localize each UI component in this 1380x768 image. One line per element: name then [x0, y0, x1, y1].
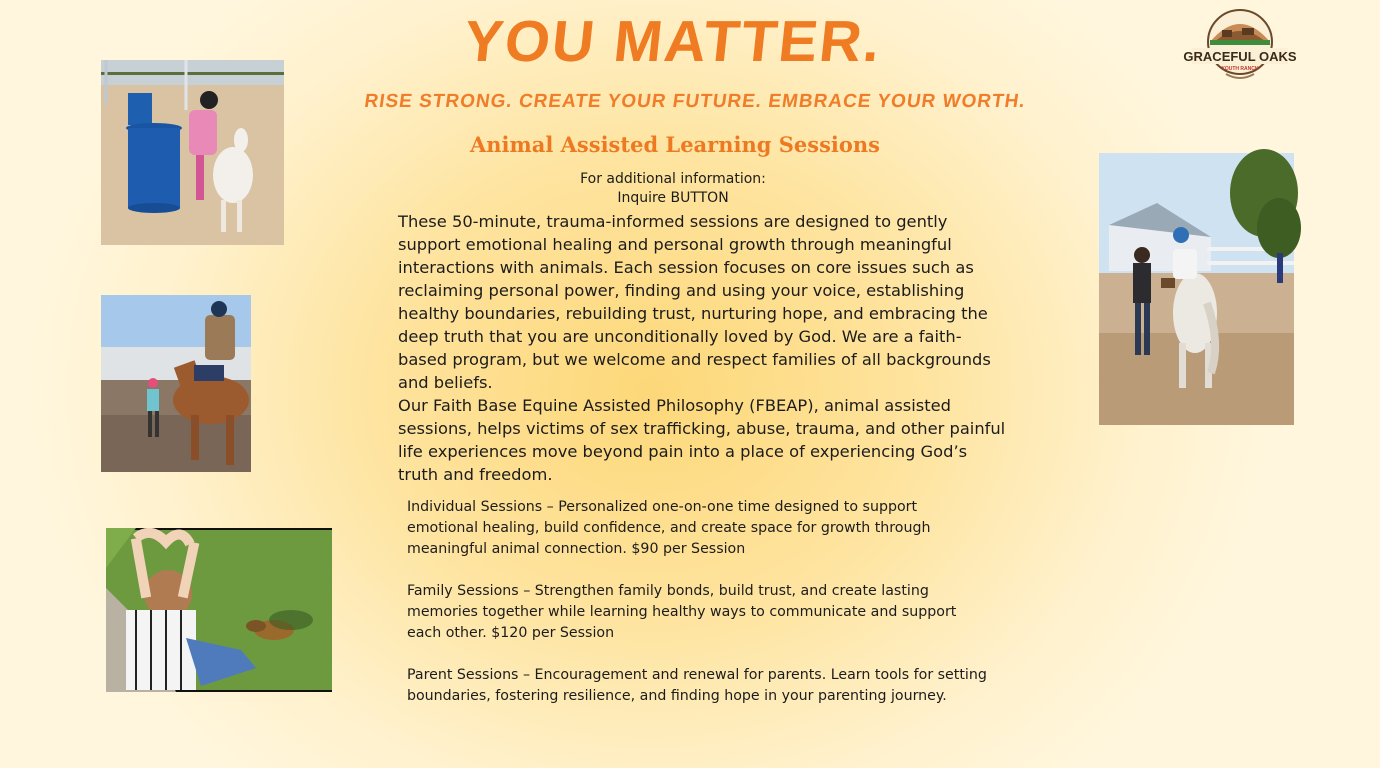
inquire-button[interactable]: Inquire BUTTON — [600, 190, 746, 206]
info-label: For additional information: — [580, 171, 766, 187]
photo-rider-brown-horse — [101, 295, 251, 472]
photo-boy-on-grass — [106, 528, 332, 692]
page-title: YOU MATTER. — [460, 9, 886, 74]
family-sessions-text: Family Sessions – Strengthen family bonds, build trust, and create lasting memories together while learning healthy ways to communicate and support each other. $120 per Session — [407, 583, 957, 641]
graceful-oaks-logo[interactable] — [1183, 6, 1297, 84]
section-title: Animal Assisted Learning Sessions — [469, 132, 880, 157]
intro-paragraph: These 50-minute, trauma-informed sessions are designed to gently support emotional healing and personal growth through meaningful interactions with animals. Each session focuses on core issues such as reclaiming personal power, finding and using your voice, establishing healthy boundaries, rebuilding trust, nurturing hope, and embracing the deep truth that you are unconditionally loved by God. We are a faith-based program, but we welcome and respect families of all backgrounds and beliefs. — [398, 212, 991, 392]
parent-sessions-text: Parent Sessions – Encouragement and renewal for parents. Learn tools for setting boundaries, fostering resilience, and finding hope in your parenting journey. — [407, 667, 987, 704]
individual-sessions-text: Individual Sessions – Personalized one-on-one time designed to support emotional healing, build confidence, and create space for growth through meaningful animal connection. $90 per Session — [407, 499, 931, 557]
tagline: RISE STRONG. CREATE YOUR FUTURE. EMBRACE YOUR WORTH. — [363, 91, 1028, 112]
philosophy-paragraph: Our Faith Base Equine Assisted Philosophy (FBEAP), animal assisted sessions, helps victims of sex trafficking, abuse, trauma, and other painful life experiences move beyond pain into a place of experiencing God’s truth and freedom. — [398, 396, 1006, 484]
logo-name: GRACEFUL OAKS — [1183, 49, 1297, 64]
logo-subtitle: YOUTH RANCH — [1221, 66, 1259, 72]
photo-riders-white-horse — [1099, 153, 1294, 425]
photo-girl-with-goat — [101, 60, 284, 245]
